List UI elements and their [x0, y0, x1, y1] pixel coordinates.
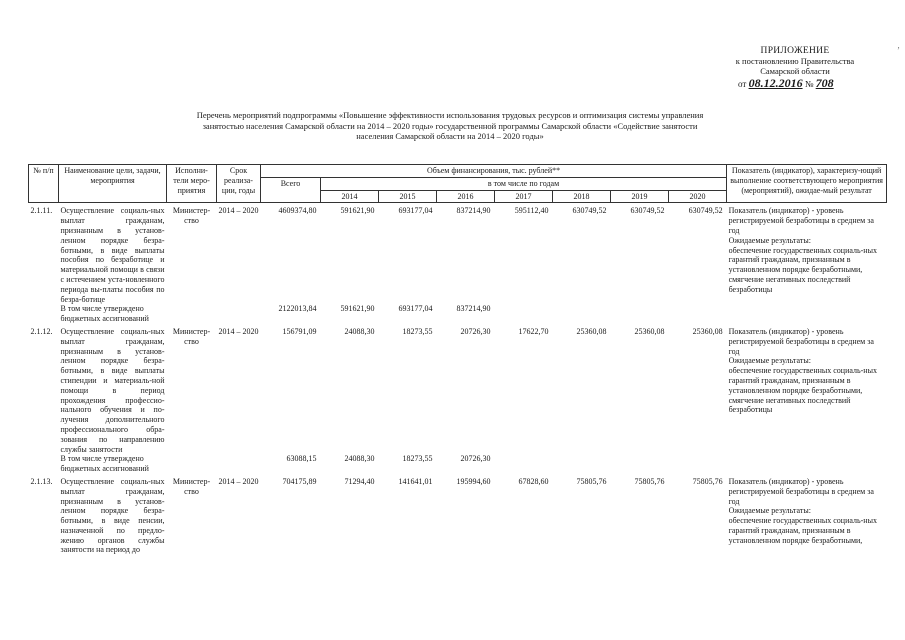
expected-text: обеспечение государственных социаль-ных гарантий гражданам, признанным в установленном порядке безработными,	[728, 516, 877, 545]
row-num: 2.1.13.	[30, 476, 53, 486]
sub-value: 20726,30	[460, 454, 491, 464]
row-value: 75805,76	[634, 476, 665, 486]
header-year: 2018	[553, 190, 611, 203]
row-value: 837214,90	[456, 206, 491, 216]
header-year: 2020	[669, 190, 727, 203]
header-executor: Исполни-тели меро-приятия	[167, 165, 217, 203]
sub-value: 24088,30	[344, 454, 375, 464]
row-value: 630749,52	[688, 206, 723, 216]
header-name: Наименование цели, задачи, мероприятия	[59, 165, 167, 203]
header-year: 2014	[321, 190, 379, 203]
sub-label: В том числе утверждено бюджетных ассигнований	[60, 304, 149, 324]
table-subrow	[29, 304, 887, 324]
expected-text: обеспечение государственных социаль-ных гарантий гражданам, признанным в установленном порядке безработными, смягчение негативных последствий безработицы	[728, 245, 877, 294]
expected-title: Ожидаемые результаты:	[728, 356, 811, 366]
sub-total: 63088,15	[286, 454, 317, 464]
row-total: 156791,09	[282, 326, 317, 336]
header-year: 2015	[379, 190, 437, 203]
row-value: 75805,76	[692, 476, 723, 486]
row-executor: Министер-ство	[172, 206, 211, 226]
row-total: 704175,89	[282, 476, 317, 486]
header-funding: Объем финансирования, тыс. рублей**	[261, 165, 727, 178]
row-value: 71294,40	[344, 476, 375, 486]
row-indicator	[727, 203, 887, 304]
table-subrow	[29, 454, 887, 474]
row-indicator	[727, 474, 887, 555]
row-value: 141641,01	[398, 476, 433, 486]
row-term: 2014 – 2020	[218, 476, 259, 486]
indicator-title: Показатель (индикатор) - уровень регистрируемой безработицы в среднем за год	[728, 476, 874, 506]
table-row	[29, 324, 887, 454]
row-executor: Министер-ство	[172, 326, 211, 346]
header-num: № п/п	[29, 165, 59, 203]
row-value: 630749,52	[572, 206, 607, 216]
annex-block	[700, 46, 890, 89]
table-row	[29, 203, 887, 304]
row-value: 591621,90	[340, 206, 375, 216]
document-title	[150, 110, 750, 142]
annex-heading: ПРИЛОЖЕНИЕ	[760, 46, 830, 56]
header-row-1	[29, 165, 887, 178]
annex-line-1: к постановлению Правительства	[735, 56, 855, 66]
header-by-year: в том числе по годам	[321, 177, 727, 190]
row-value: 75805,76	[576, 476, 607, 486]
expected-text: обеспечение государственных социаль-ных гарантий гражданам, признанным в установленном порядке безработными, смягчение негативных последствий безработицы	[728, 366, 877, 415]
sub-value: 837214,90	[456, 304, 491, 314]
header-year: 2017	[495, 190, 553, 203]
row-value: 25360,08	[634, 326, 665, 336]
row-name: Осуществление социаль-ных выплат гражданам, признанным в установ-ленном порядке безра-ботными, в виде выплаты пособия по безработице и материальной помощи в связи с истечением уста-новленного периода вы-платы пособия по безра-ботице	[60, 206, 165, 304]
annex-sig-no-label: №	[804, 79, 814, 89]
row-value: 20726,30	[460, 326, 491, 336]
row-value: 67828,60	[518, 476, 549, 486]
indicator-title: Показатель (индикатор) - уровень регистрируемой безработицы в среднем за год	[728, 206, 874, 235]
sub-value: 18273,55	[402, 454, 433, 464]
annex-sig-number: 708	[815, 76, 834, 90]
indicator-title: Показатель (индикатор) - уровень регистрируемой безработицы в среднем за год	[728, 326, 874, 356]
row-term: 2014 – 2020	[218, 326, 259, 336]
row-value: 17622,70	[518, 326, 549, 336]
header-indicator: Показатель (индикатор), характеризу-ющий выполнение соответствующего мероприятия (мероприятий), ожидае-мый результат	[727, 165, 887, 203]
row-value: 195994,60	[456, 476, 491, 486]
row-value: 693177,04	[398, 206, 433, 216]
measures-table	[28, 164, 887, 555]
header-year: 2016	[437, 190, 495, 203]
row-indicator	[727, 324, 887, 454]
row-value: 24088,30	[344, 326, 375, 336]
expected-title: Ожидаемые результаты:	[728, 235, 811, 245]
sub-label: В том числе утверждено бюджетных ассигнований	[60, 454, 149, 474]
row-value: 25360,08	[576, 326, 607, 336]
annex-sig-date: 08.12.2016	[748, 76, 803, 90]
header-total: Всего	[261, 177, 321, 203]
document-title-line-1: Перечень мероприятий подпрограммы «Повышение эффективности использования трудовых ресурсов и оптимизация системы управления	[196, 110, 704, 120]
annex-line-2: Самарской области	[760, 66, 830, 76]
row-value: 25360,08	[692, 326, 723, 336]
document-title-line-3: населения Самарской области на 2014 – 2020 годы»	[356, 131, 544, 141]
document-title-line-2: занятостью населения Самарской области на 2014 – 2020 годы» государственной программы Самарской области «Содействие занятости	[202, 120, 698, 131]
table-row	[29, 474, 887, 555]
row-name: Осуществление социаль-ных выплат гражданам, признанным в установ-ленном порядке безра-ботными, в виде выплаты стипендии и материаль-ной помощи в период прохождения профессио-нального обучения и по-лучения дополнительного профессионального обра-зования по направлению службы занятости	[60, 326, 165, 454]
row-value: 18273,55	[402, 326, 433, 336]
row-term: 2014 – 2020	[218, 206, 259, 216]
margin-mark: ‚	[897, 40, 900, 50]
row-name: Осуществление социаль-ных выплат гражданам, признанным в установ-ленном порядке безра-ботными, в виде пенсии, назначенной по предло-жению органов службы занятости на период до	[60, 476, 165, 555]
row-num: 2.1.11.	[30, 206, 53, 216]
sub-value: 591621,90	[340, 304, 375, 314]
row-total: 4609374,80	[278, 206, 317, 216]
row-value: 630749,52	[630, 206, 665, 216]
expected-title: Ожидаемые результаты:	[728, 506, 811, 516]
header-term: Срок реализа-ции, годы	[217, 165, 261, 203]
row-value: 595112,40	[514, 206, 549, 216]
sub-value: 693177,04	[398, 304, 433, 314]
annex-signature-line	[700, 78, 890, 89]
row-executor: Министер-ство	[172, 476, 211, 496]
row-num: 2.1.12.	[30, 326, 53, 336]
header-year: 2019	[611, 190, 669, 203]
annex-sig-prefix: от	[738, 79, 747, 89]
sub-total: 2122013,84	[278, 304, 317, 314]
